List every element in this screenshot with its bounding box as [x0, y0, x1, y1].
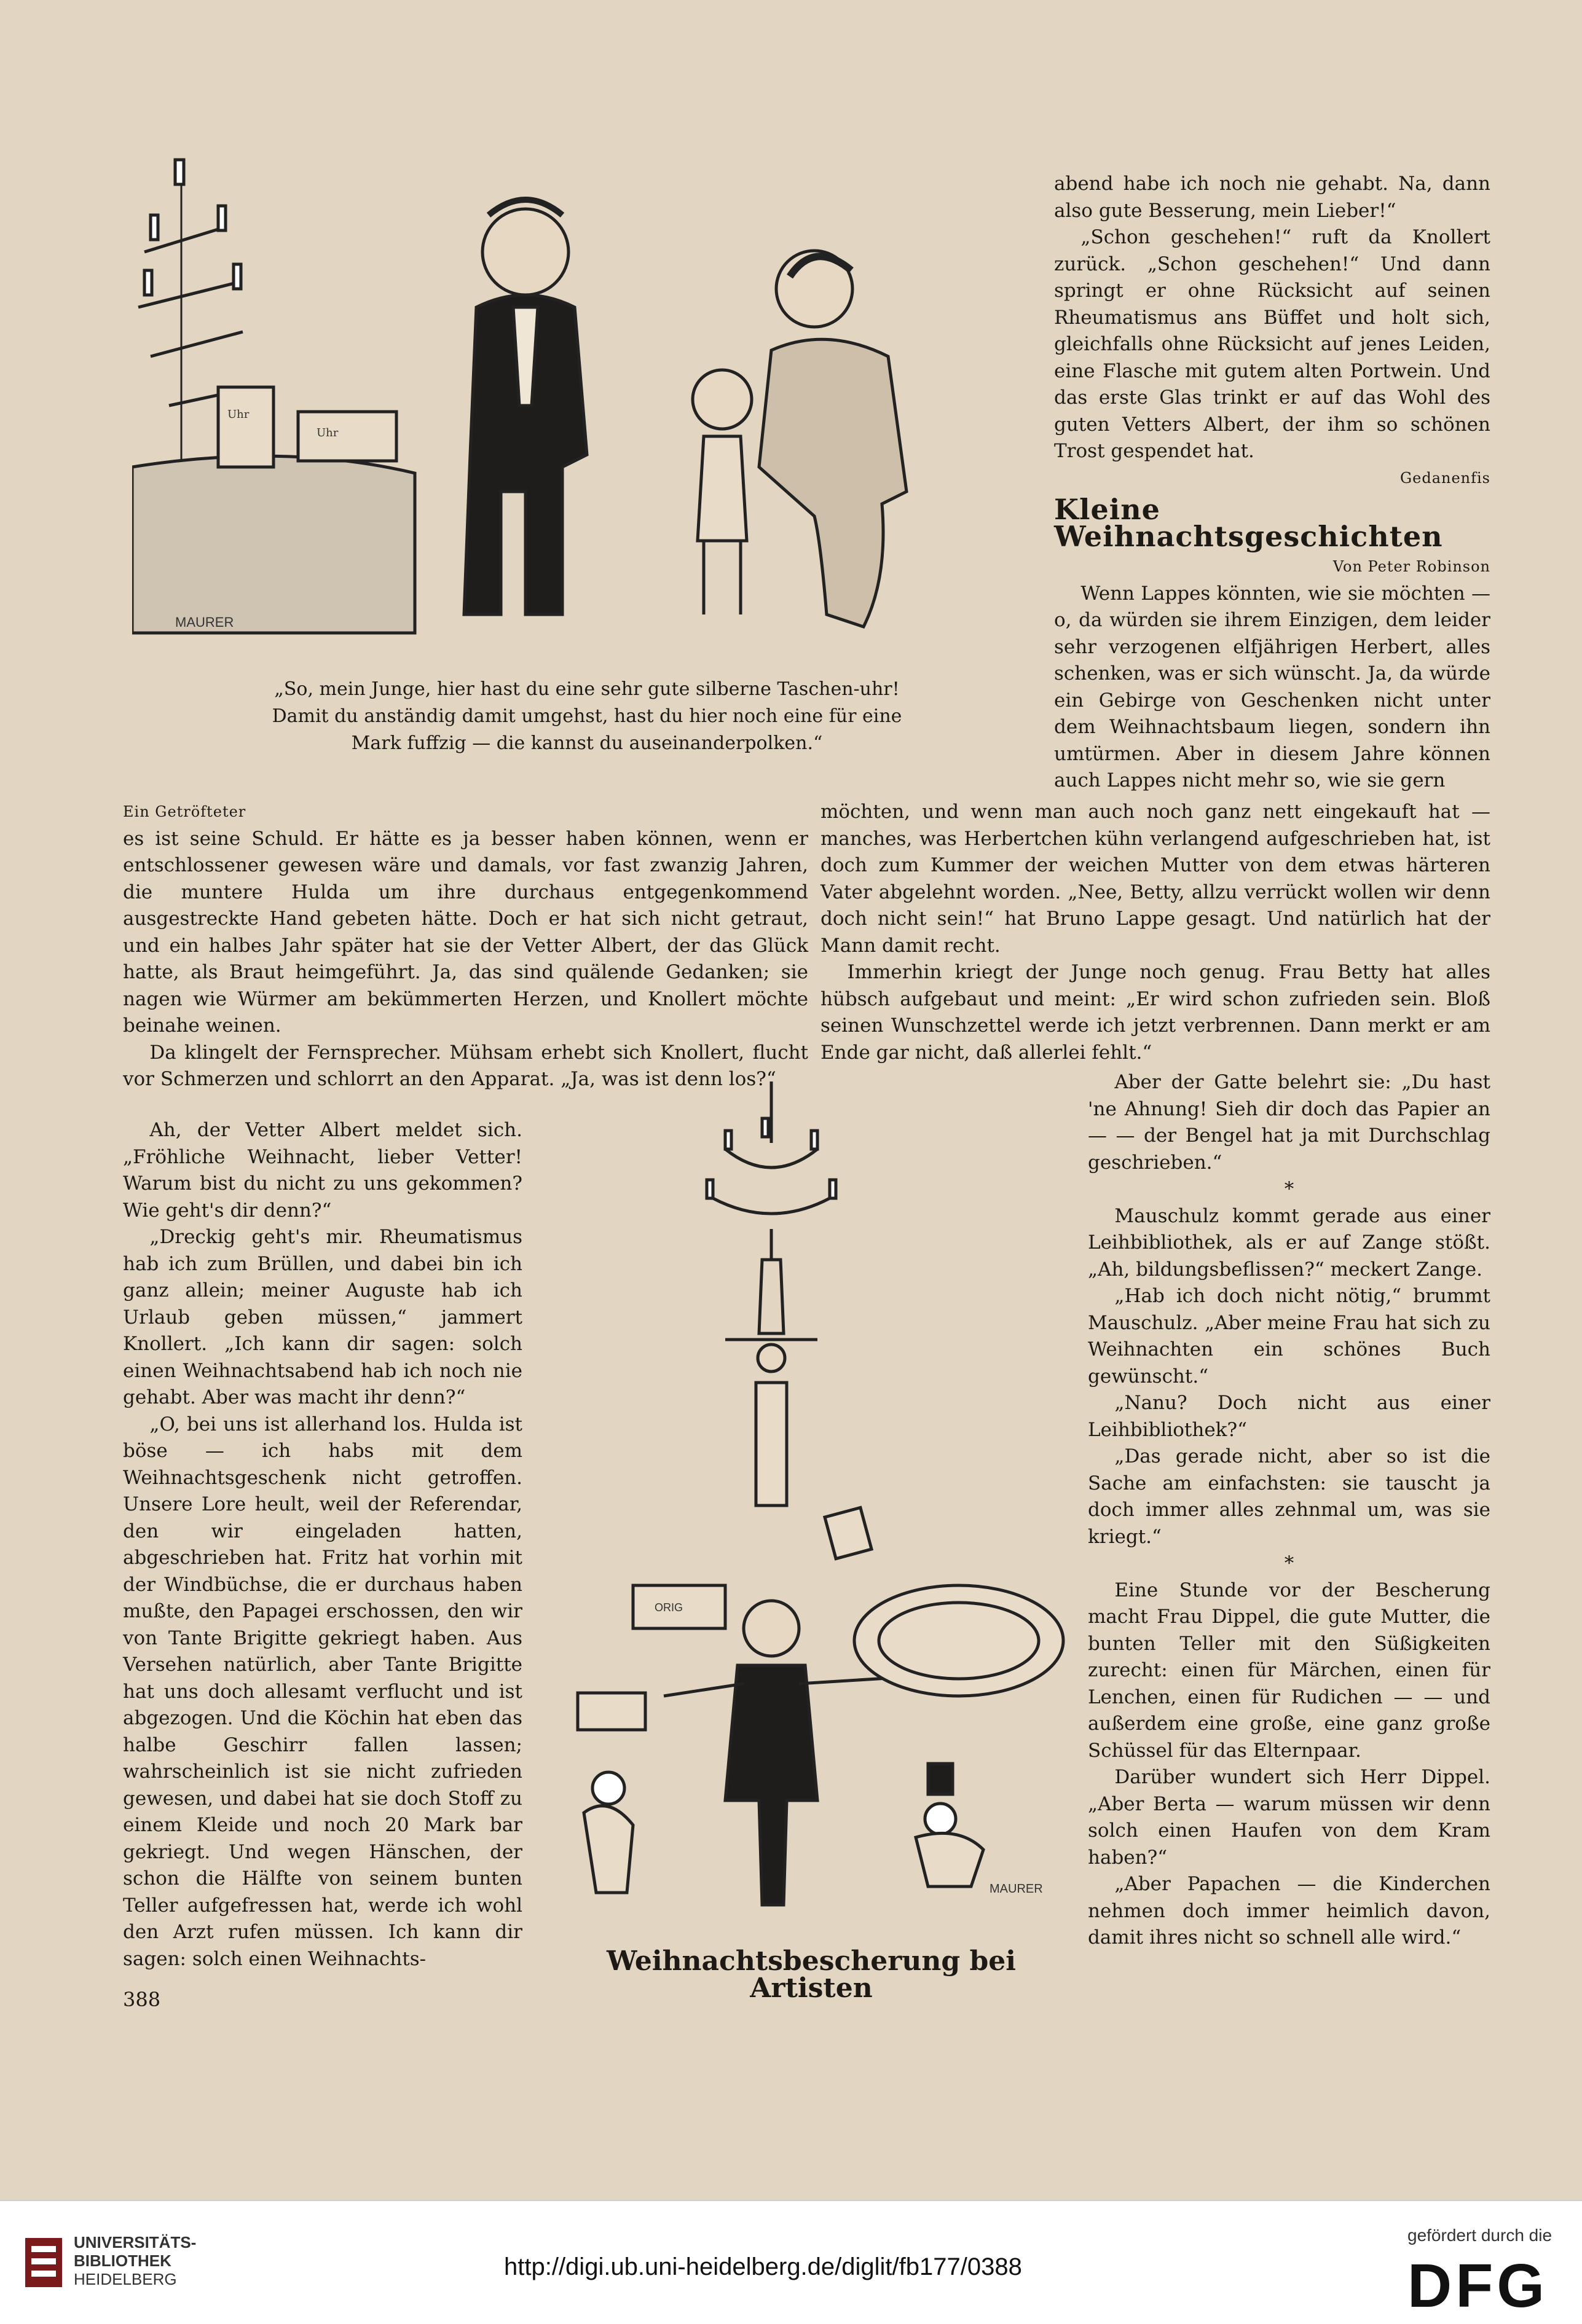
left-para-1: es ist seine Schuld. Er hätte es ja besser haben können, wenn er entschlossener gewesen wäre und damals, vor fast zwanzig Jahren, die muntere Hulda um ihre durchaus entgegenkommend ausgestreckte Hand gebeten hätte. Doch er hat sich nicht getraut, und ein halbes Jahr später hat sie der Vetter Albert, der das Glück hatte, als Braut heimgeführt. Ja, das sind quälende Gedanken; sie nagen wie Würmer am bekümmerten Herzen, und Knollert möchte beinahe weinen.: [123, 827, 808, 1037]
top-illustration: [132, 147, 1023, 670]
left-para-5: „O, bei uns ist allerhand los. Hulda ist böse — ich habs mit dem Weihnachtsgeschenk nicht getroffen. Unsere Lore heult, weil der Referendar, den wir eingeladen hatten, abgeschrieben hat. Fritz hat vorhin mit der Windbüchse, die er durchaus haben mußte, den Papagei erschossen, den wir von Tante Brigitte gekriegt haben. Aus Versehen natürlich, aber Tante Brigitte hat uns doch allesamt verflucht und ist abgezogen. Und die Köchin hat eben das halbe Geschirr fallen lassen; wahrscheinlich ist sie nicht zufrieden gewesen, und dabei hat sie doch Stoff zu einem Kleide und noch 20 Mark bar gekriegt. Und wegen Hänschen, der schon die Hälfte von seinem bunten Teller aufgefressen hat, werde ich wohl den Arzt rufen müssen. Ich kann dir sagen: solch einen Weihnachts-: [123, 1413, 522, 1970]
acrobat-illustration-signature: MAURER: [990, 1882, 1043, 1896]
acrobat-caption: Weihnachtsbescherung bei Artisten: [607, 1945, 1016, 2004]
right-column: [1088, 1069, 1490, 1952]
funded-by-label: gefördert durch die: [1407, 2226, 1552, 2245]
right-para-4: „Nanu? Doch nicht aus einer Leihbibliothek?“: [1088, 1392, 1490, 1441]
article-title: Kleine Weihnachtsgeschichten: [1054, 493, 1443, 553]
middle-para-2: Immerhin kriegt der Junge noch genug. Frau Betty hat alles hübsch aufgebaut und meint: „Er wird schon zufrieden sein. Bloß seinen Wunschzettel werde ich jetzt verbrennen. Dann merkt er am Ende gar nicht, daß allerlei fehlt.“: [821, 961, 1490, 1064]
box-label-2: Uhr: [317, 426, 339, 439]
acrobat-illustration: [541, 1075, 1082, 1948]
right-top-para-1: abend habe ich noch nie gehabt. Na, dann also gute Besserung, mein Lieber!“: [1054, 173, 1490, 222]
right-para-5: „Das gerade nicht, aber so ist die Sache am einfachsten: sie tauscht ja doch immer alles zehnmal um, was sie kriegt.“: [1088, 1445, 1490, 1548]
institution-name: UNIVERSITÄTS- BIBLIOTHEK HEIDELBERG: [74, 2233, 197, 2288]
left-para-2: Da klingelt der Fernsprecher. Mühsam erhebt sich Knollert, flucht vor Schmerzen und schlorrt an den Apparat. „Ja, was ist denn los?“: [123, 1041, 808, 1090]
top-illustration-signature: MAURER: [175, 614, 234, 630]
right-para-8: „Aber Papachen — die Kinderchen nehmen doch immer heimlich davon, damit ihres nicht so schnell alle wird.“: [1088, 1873, 1490, 1949]
right-para-2: Mauschulz kommt gerade aus einer Leihbibliothek, als er auf Zange stößt. „Ah, bildungsbeflissen?“ meckert Zange.: [1088, 1204, 1490, 1281]
box-label-1: Uhr: [227, 408, 250, 421]
left-para-4: „Dreckig geht's mir. Rheumatismus hab ich zum Brüllen, und dabei bin ich ganz allein; meiner Auguste hab ich Urlaub geben müssen,“ jammert Knollert. „Ich kann dir sagen: solch einen Weihnachtsabend hab ich noch nie gehabt. Aber was macht ihr denn?“: [123, 1226, 522, 1408]
separator-2: *: [1284, 1552, 1294, 1574]
left-narrow-column: [123, 1117, 522, 1973]
right-para-1: Aber der Gatte belehrt sie: „Du hast 'ne Ahnung! Sieh dir doch das Papier an — — der Bengel hat ja mit Durchschlag geschrieben.“: [1088, 1071, 1490, 1174]
dfg-logo: DFG: [1407, 2251, 1549, 2320]
left-para-3: Ah, der Vetter Albert meldet sich. „Fröhliche Weihnacht, lieber Vetter! Warum bist du nicht zu uns gekommen? Wie geht's dir denn?“: [123, 1119, 522, 1222]
footer-bar: [0, 2200, 1582, 2324]
top-illustration-caption: „So, mein Junge, hier hast du eine sehr gute silberne Taschen-uhr! Damit du anständig damit umgehst, hast du hier noch eine für eine Mark fuffzig — die kannst du auseinanderpolken.“: [272, 678, 902, 754]
middle-column: [821, 799, 1490, 1066]
article-byline: Von Peter Robinson: [1332, 558, 1490, 575]
middle-para-1: möchten, und wenn man auch noch ganz nett eingekauft hat — manches, was Herbertchen kühn verlangend aufgeschrieben hat, ist doch zum Kummer der weichen Mutter von dem etwas härteren Vater abgelehnt worden. „Nee, Betty, allzu verrückt wollen wir denn doch nicht sein!“ hat Bruno Lappe gesagt. Und natürlich hat der Mann damit recht.: [821, 801, 1490, 957]
acrobat-box-label: ORIG: [655, 1601, 683, 1614]
article-intro: Wenn Lappes könnten, wie sie möchten — o, da würden sie ihrem Einzigen, dem leider sehr verzogenen elfjährigen Herbert, alles schenken, was er sich wünscht. Ja, da würde ein Gebirge von Geschenken nicht unter dem Weihnachtsbaum liegen, sondern ihn umtürmen. Aber in diesem Jahre können auch Lappes nicht mehr so, wie sie gern: [1054, 582, 1490, 791]
left-article-title: Ein Getröfteter: [123, 803, 246, 820]
left-column: [123, 799, 808, 1093]
university-seal-icon: [22, 2235, 65, 2290]
right-top-column: [1054, 171, 1490, 795]
right-top-author: Gedanenfis: [1399, 469, 1490, 487]
right-para-3: „Hab ich doch nicht nötig,“ brummt Mauschulz. „Aber meine Frau hat sich zu Weihnachten ein schönes Buch gewünscht.“: [1088, 1285, 1490, 1388]
separator-1: *: [1284, 1178, 1294, 1200]
right-top-para-2: „Schon geschehen!“ ruft da Knollert zurück. „Schon geschehen!“ Und dann springt er ohne Rücksicht auf seinen Rheumatismus ans Büffet und holt sich, gleichfalls ohne Rücksicht auf jenes Leiden, eine Flasche mit gutem alten Portwein. Und das erste Glas trinkt er auf das Wohl des guten Vetters Albert, der ihm so schönen Trost gespendet hat.: [1054, 226, 1490, 462]
source-url-link[interactable]: http://digi.ub.uni-heidelberg.de/diglit/fb177/0388: [504, 2253, 1022, 2280]
page-number: 388: [123, 1988, 161, 2011]
right-para-6: Eine Stunde vor der Bescherung macht Frau Dippel, die gute Mutter, die bunten Teller mit den Süßigkeiten zurecht: einen für Märchen, einen für Lenchen, einen für Rudichen — — und außerdem eine große, eine ganz große Schüssel für das Elternpaar.: [1088, 1579, 1490, 1762]
right-para-7: Darüber wundert sich Herr Dippel. „Aber Berta — warum müssen wir denn solch einen Haufen von dem Kram haben?“: [1088, 1766, 1490, 1869]
